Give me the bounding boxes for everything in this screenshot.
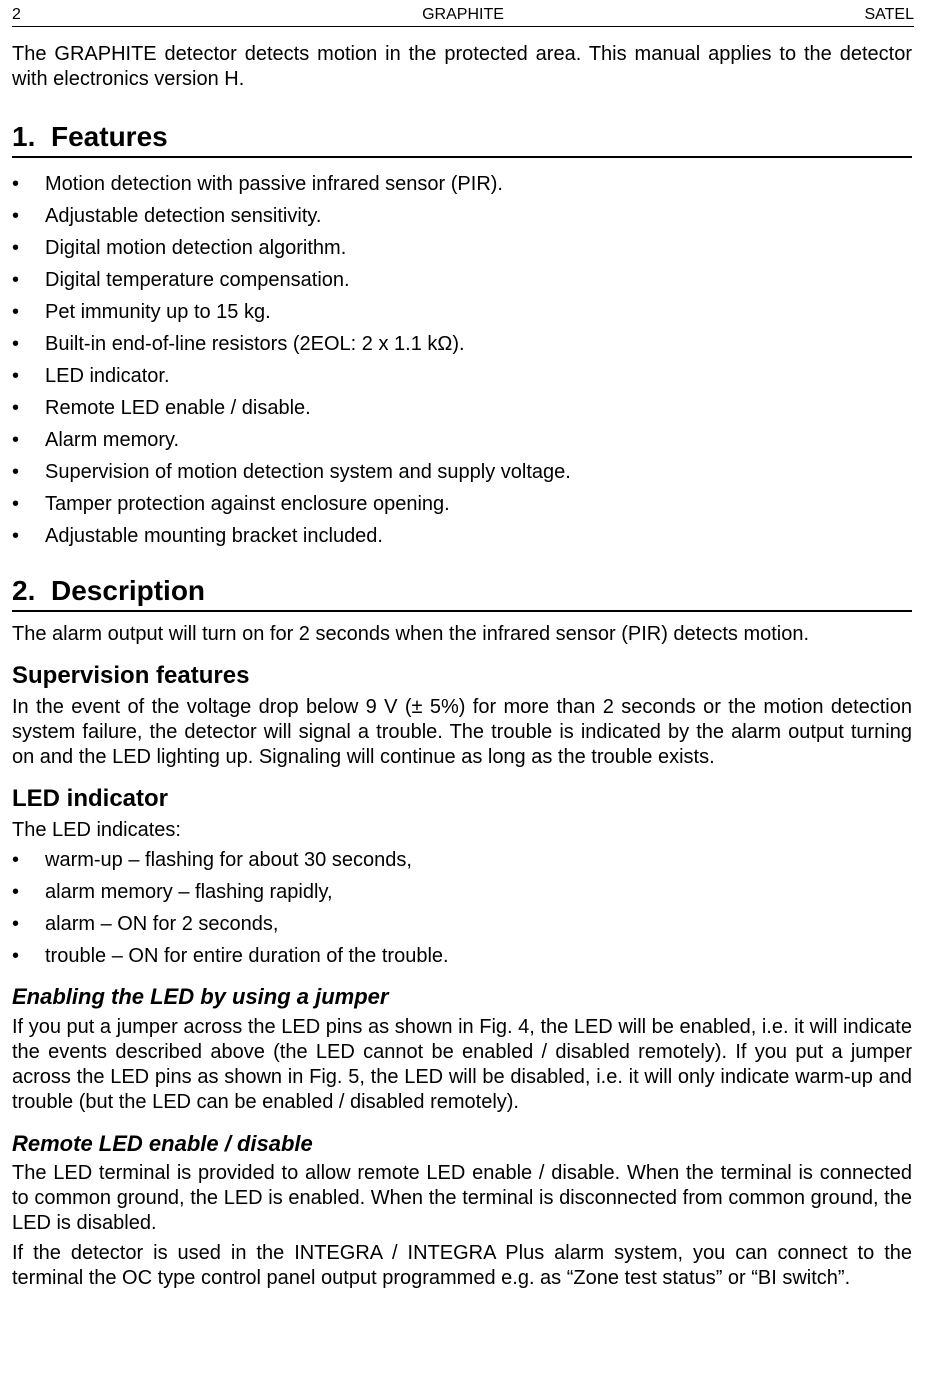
section-heading-features [12, 121, 912, 158]
list-item: • Tamper protection against enclosure opening. [12, 488, 912, 520]
bullet-icon: • [12, 429, 20, 451]
subheading-remote-led: Remote LED enable / disable [12, 1131, 313, 1156]
list-item: • warm-up – flashing for about 30 seconds, [12, 844, 912, 876]
section-heading-description [12, 575, 912, 612]
bullet-icon: • [12, 237, 20, 259]
list-item: • Remote LED enable / disable. [12, 392, 912, 424]
remote-paragraph-2: If the detector is used in the INTEGRA / INTEGRA Plus alarm system, you can connect to the terminal the OC type control panel output programmed e.g. as “Zone test status” or “BI switch”. [12, 1242, 912, 1289]
bullet-icon: • [12, 205, 20, 227]
bullet-icon: • [12, 461, 20, 483]
section-number: 1. [12, 121, 36, 152]
list-item: • Built-in end-of-line resistors (2EOL: 2 x 1.1 kΩ). [12, 328, 912, 360]
running-header [12, 4, 914, 27]
section-title: Features [51, 121, 168, 152]
brand-name: SATEL [864, 6, 914, 23]
led-intro-paragraph: The LED indicates: [12, 819, 181, 841]
section-title: Description [51, 575, 206, 606]
bullet-icon: • [12, 269, 20, 291]
bullet-icon: • [12, 849, 20, 871]
page-content [12, 42, 912, 1291]
list-item: • Digital temperature compensation. [12, 264, 912, 296]
list-item: • Supervision of motion detection system and supply voltage. [12, 456, 912, 488]
list-item: • Digital motion detection algorithm. [12, 232, 912, 264]
list-item: • Adjustable detection sensitivity. [12, 200, 912, 232]
remote-paragraph-1: The LED terminal is provided to allow remote LED enable / disable. When the terminal is connected to common ground, the LED is enabled. When the terminal is disconnected from common ground, the LED is disabled. [12, 1162, 912, 1234]
bullet-icon: • [12, 913, 20, 935]
intro-paragraph: The GRAPHITE detector detects motion in the protected area. This manual applies to the detector with electronics version H. [12, 43, 912, 90]
bullet-icon: • [12, 365, 20, 387]
jumper-paragraph: If you put a jumper across the LED pins as shown in Fig. 4, the LED will be enabled, i.e. it will indicate the events described above (the LED cannot be enabled / disabled remotely). If you put a jumper across the LED pins as shown in Fig. 5, the LED will be disabled, i.e. it will only indicate warm-up and trouble (but the LED can be enabled / disabled remotely). [12, 1016, 912, 1113]
bullet-icon: • [12, 333, 20, 355]
features-list [12, 168, 912, 552]
bullet-icon: • [12, 945, 20, 967]
list-item: • alarm memory – flashing rapidly, [12, 876, 912, 908]
document-title: GRAPHITE [422, 6, 504, 23]
bullet-icon: • [12, 881, 20, 903]
supervision-paragraph: In the event of the voltage drop below 9 V (± 5%) for more than 2 seconds or the motion detection system failure, the detector will signal a trouble. The trouble is indicated by the alarm output turning on and the LED lighting up. Signaling will continue as long as the trouble exists. [12, 696, 912, 768]
subheading-supervision: Supervision features [12, 662, 250, 689]
list-item: • alarm – ON for 2 seconds, [12, 908, 912, 940]
subheading-led-indicator: LED indicator [12, 785, 169, 812]
list-item: • Motion detection with passive infrared sensor (PIR). [12, 168, 912, 200]
list-item: • trouble – ON for entire duration of the trouble. [12, 940, 912, 972]
list-item: • Adjustable mounting bracket included. [12, 520, 912, 552]
bullet-icon: • [12, 173, 20, 195]
list-item: • Pet immunity up to 15 kg. [12, 296, 912, 328]
list-item: • LED indicator. [12, 360, 912, 392]
description-paragraph: The alarm output will turn on for 2 seconds when the infrared sensor (PIR) detects motion. [12, 623, 810, 645]
bullet-icon: • [12, 301, 20, 323]
page-number: 2 [12, 6, 21, 23]
subheading-jumper: Enabling the LED by using a jumper [12, 984, 389, 1009]
bullet-icon: • [12, 525, 20, 547]
bullet-icon: • [12, 397, 20, 419]
bullet-icon: • [12, 493, 20, 515]
section-number: 2. [12, 575, 36, 606]
led-states-list [12, 844, 912, 972]
list-item: • Alarm memory. [12, 424, 912, 456]
